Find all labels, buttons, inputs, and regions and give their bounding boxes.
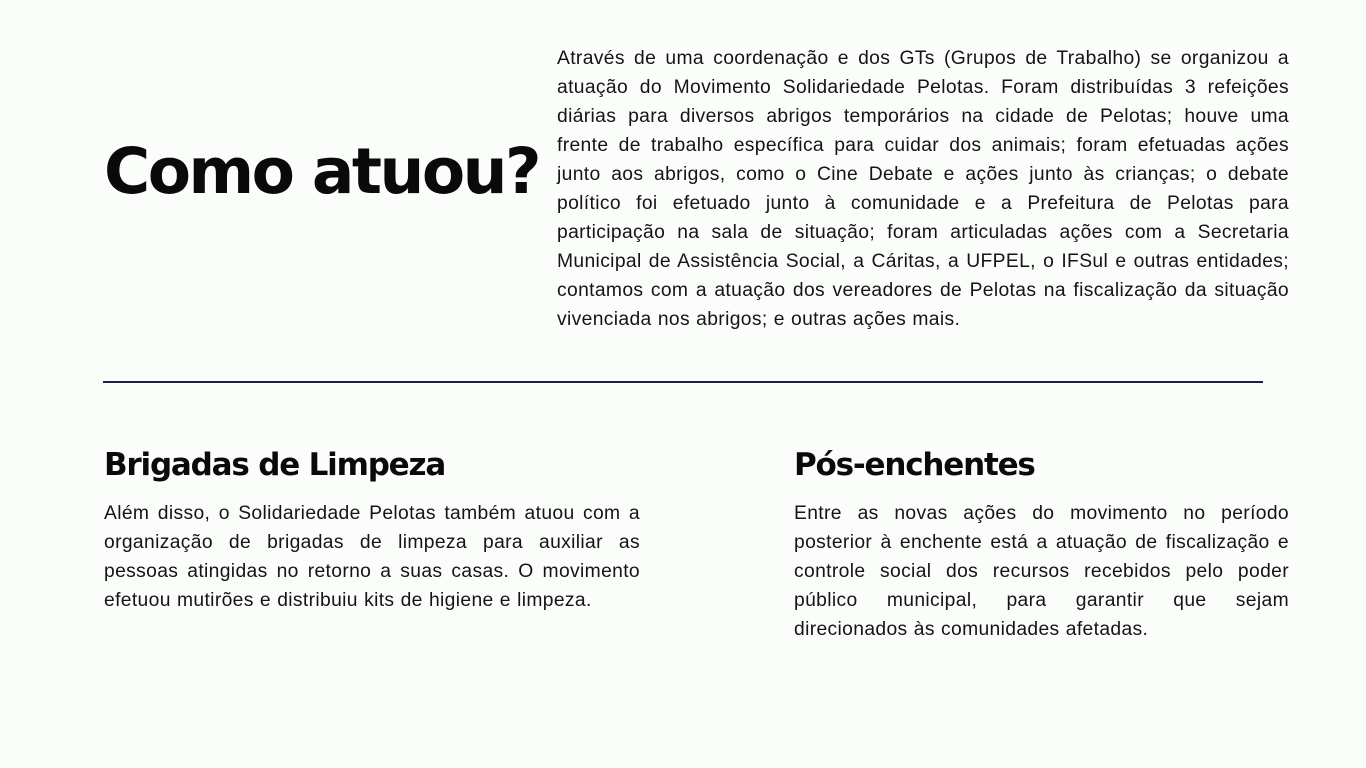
section-pos-enchentes: [794, 444, 1289, 644]
intro-paragraph: Através de uma coordenação e dos GTs (Grupos de Trabalho) se organizou a atuação do Movimento Solidariedade Pelotas. Foram distribuídas 3 refeições diárias para diversos abrigos temporários na cidade de Pelotas; houve uma frente de trabalho específica para cuidar dos animais; foram efetuadas ações junto aos abrigos, como o Cine Debate e ações junto às crianças; o debate político foi efetuado junto à comunidade e a Prefeitura de Pelotas para participação na sala de situação; foram articuladas ações com a Secretaria Municipal de Assistência Social, a Cáritas, a UFPEL, o IFSul e outras entidades; contamos com a atuação dos vereadores de Pelotas na fiscalização da situação vivenciada nos abrigos; e outras ações mais.: [557, 48, 1289, 330]
section-brigadas-de-limpeza: [104, 444, 640, 615]
page-title: Como atuou?: [104, 135, 540, 208]
section-divider: [103, 381, 1263, 383]
section-body: Entre as novas ações do movimento no período posterior à enchente está a atuação de fiscalização e controle social dos recursos recebidos pelo poder público municipal, para garantir que sejam direcionados às comunidades afetadas.: [794, 503, 1289, 640]
section-body: Além disso, o Solidariedade Pelotas também atuou com a organização de brigadas de limpeza para auxiliar as pessoas atingidas no retorno a suas casas. O movimento efetuou mutirões e distribuiu kits de higiene e limpeza.: [104, 503, 640, 611]
section-heading: Brigadas de Limpeza: [104, 447, 446, 483]
section-heading: Pós-enchentes: [794, 447, 1035, 483]
